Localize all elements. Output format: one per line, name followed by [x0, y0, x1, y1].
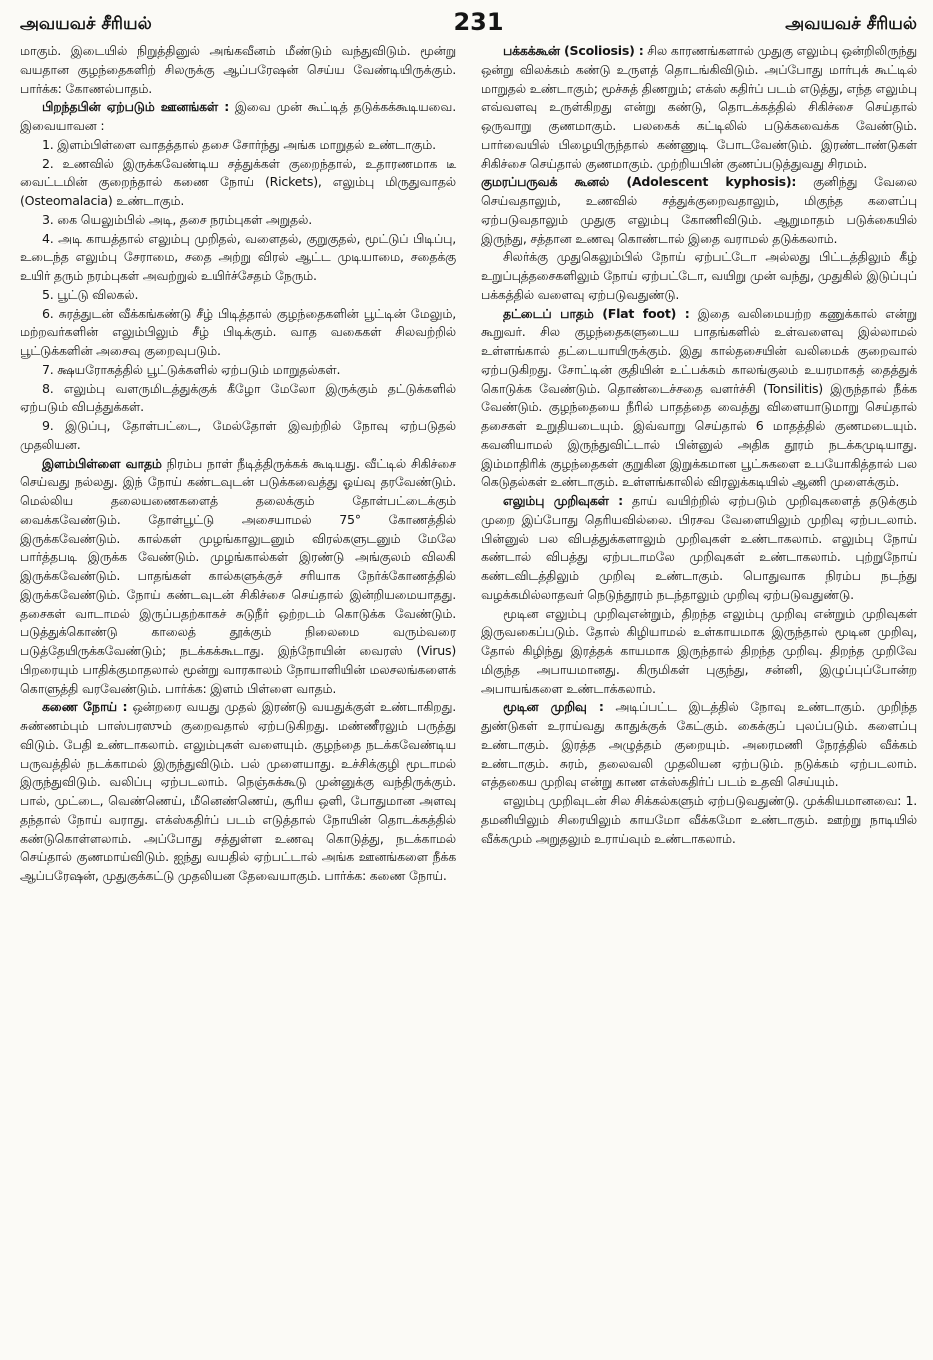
paragraph	[481, 698, 917, 792]
paragraph	[481, 248, 917, 304]
paragraph	[481, 305, 917, 493]
paragraph	[20, 230, 456, 286]
paragraph	[20, 98, 456, 136]
paragraph	[20, 305, 456, 361]
paragraph-text: 6. சுரத்துடன் வீக்கங்கண்டு சீழ் பிடித்தால் குழந்தைகளின் பூட்டின் மேலும், மற்றவர்களின் எலும்பிலும் சீழ் பிடிக்கும். வாத வகைகள் சிலவற்றில் பூட்டுக்களின் அசைவு குறைவுபடும்.	[20, 305, 456, 358]
paragraph-text: சில காரணங்களால் முதுகு எலும்பு ஒன்றிலிருந்து ஒன்று விலக்கம் கண்டு உருளத் தொடங்கிவிடும். அப்போது மார்புக் கூட்டில் மாறுதல் உண்டாகும்; மூச்சுத் திணறும்; எக்ஸ் கதிர்ப் படம் எடுத்து, எந்த எலும்பு எவ்வளவு உருள்கிறது என்று கண்டு, தொடக்கத்தில் சிகிச்சை செய்தால் ஒருவாறு குணமாகும். பலகைக் கட்டிலில் படுக்கவைக்க வேண்டும். பார்வையில் பிழையிருந்தால் கண்ணுடி போடவேண்டும். இரண்டாண்டுகள் சிகிச்சை செய்தால் குணமாகும். முற்றியபின் குணப்படுத்துவது சிரமம்.	[481, 43, 917, 171]
paragraph	[20, 455, 456, 699]
paragraph-text: ஒன்றரை வயது முதல் இரண்டு வயதுக்குள் உண்டாகிறது. சுண்ணம்பும் பாஸ்பரஸும் குறைவதால் ஏற்படுகிறது. மண்ணீரலும் பருத்து விடும். பேதி உண்டாகலாம். எலும்புகள் வளையும். குழந்தை நடக்கவேண்டிய பருவத்தில் நடக்காமல் இருந்துவிடும். பல் முளையாது. உச்சிக்குழி மூடாமல் இருந்துவிடும். வலிப்பு ஏற்படலாம். நெஞ்சுக்கூடு முன்னுக்கு வந்திருக்கும். பால், முட்டை, வெண்ணெய், மீனெண்ணெய், சூரிய ஒளி, போதுமான அளவு தந்தால் நோய் வராது. எக்ஸ்கதிர்ப் படம் எடுத்தால் நோயின் தொடக்கத்தில் கண்டுகொள்ளலாம். அப்போது சத்துள்ள உணவு கொடுத்து, நடக்காமல் செய்தால் குணமாய்விடும். ஐந்து வயதில் ஏற்பட்டால் அங்க ஊனங்களை நீக்க ஆப்பரேஷன், முதுகுக்கட்டு முதலியன தேவையாகும். பார்க்க: கணை நோய்.	[20, 699, 457, 883]
section-heading: தட்டைப் பாதம் (Flat foot) :	[503, 305, 690, 321]
paragraph-text: 9. இடுப்பு, தோள்பட்டை, மேல்தோள் இவற்றில் நோவு ஏற்படுதல் முதலியன.	[20, 418, 456, 452]
paragraph-text: இவை முன் கூட்டித் தடுக்கக்கூடியவை. இவையாவன :	[20, 99, 456, 133]
paragraph-text: 3. கை யெலும்பில் அடி, தசை நரம்புகள் அறுதல்.	[42, 211, 312, 227]
paragraph	[20, 286, 456, 305]
paragraph	[20, 417, 456, 455]
paragraph	[20, 698, 456, 886]
page-number: 231	[453, 8, 504, 36]
section-heading: கணை நோய் :	[42, 699, 128, 715]
section-heading: எலும்பு முறிவுகள் :	[503, 493, 623, 508]
paragraph	[20, 361, 456, 380]
paragraph	[20, 136, 456, 155]
paragraph-text: 5. பூட்டு விலகல்.	[42, 286, 139, 302]
paragraph	[20, 380, 456, 418]
paragraph-text: 8. எலும்பு வளருமிடத்துக்குக் கீழோ மேலோ இருக்கும் தட்டுக்களில் ஏற்படும் விபத்துக்கள்.	[20, 380, 456, 415]
paragraph-text: 7. க்ஷயரோகத்தில் பூட்டுக்களில் ஏற்படும் மாறுதல்கள்.	[42, 361, 341, 377]
section-heading: பக்கக்கூன் (Scoliosis) :	[503, 43, 644, 58]
running-header	[20, 4, 917, 36]
paragraph-text: 1. இளம்பிள்ளை வாதத்தால் தசை சோர்ந்து அங்க மாறுதல் உண்டாகும்.	[42, 136, 436, 152]
paragraph	[481, 605, 917, 699]
header-left-title: அவயவச் சீரியல்	[20, 14, 152, 34]
paragraph	[481, 792, 917, 848]
paragraph-text: 4. அடி காயத்தால் எலும்பு முறிதல், வளைதல், குறுகுதல், மூட்டுப் பிடிப்பு, உடைந்த எலும்பு சேராமை, சதை அற்று விரல் ஆட்ட முடியாமை, சதைக்கு உயிர் தரும் நரம்புகள் அவற்றுல் உயிர்ச்சேதம் நேரும்.	[20, 230, 456, 283]
paragraph-text: குனிந்து வேலை செய்வதாலும், உணவில் சத்துக்குறைவதாலும், மிகுந்த களைப்பு ஏற்படுவதாலும் முதுகு எலும்பு கோணிவிடும். ஆறுமாதம் படுக்கையில் இருந்து, சத்தான உணவு கொண்டால் இதை வராமல் தடுக்கலாம்.	[481, 174, 917, 246]
paragraph-text: மூடின எலும்பு முறிவுஎன்றும், திறந்த எலும்பு முறிவு என்றும் முறிவுகள் இருவகைப்படும். தோல் கிழியாமல் உள்காயமாக இருந்தால் மூடின முறிவு, தோல் கிழிந்து இரத்தக் காயமாக இருந்தால் திறந்த முறிவு. திறந்த முறிவே மிகுந்த அபாயமானது. கிருமிகள் புகுந்து, சன்னி, இழுப்புப்போன்ற அபாயங்களை உண்டாக்கலாம்.	[481, 605, 917, 696]
paragraph-text: அடிப்பட்ட இடத்தில் நோவு உண்டாகும். முறிந்த துண்டுகள் உராய்வது காதுக்குக் கேட்கும். கைக்குப் புலப்படும். களைப்பு உண்டாகும். இரத்த அழுத்தம் குறையும். அரைமணி நேரத்தில் வீக்கம் உண்டாகும். சுரம், தலைவலி முதலியன ஏற்படும். நடுக்கம் ஏற்படலாம். எத்தகைய முறிவு என்று காண எக்ஸ்கதிர்ப் படம் உதவி செய்யும்.	[481, 699, 918, 790]
paragraph	[20, 211, 456, 230]
paragraph-text: தாய் வயிற்றில் ஏற்படும் முறிவுகளைத் தடுக்கும் முறை இப்போது தெரியவில்லை. பிரசவ வேளையிலும் முறிவு ஏற்படலாம். பின்னுல் பல விபத்துக்களாலும் முறிவுகள் உண்டாகலாம். எலும்பு நோய் கண்டால் விபத்து ஏற்படாமலே முறிவுகள் உண்டாகலாம். புற்றுநோய் கண்டவிடத்திலும் முறிவு உண்டாகும். பொதுவாக நிரம்ப நடந்து வழக்கமில்லாதவர் நெடுந்தூரம் நடந்தாலும் முறிவு ஏற்படுவதுண்டு.	[481, 493, 917, 602]
paragraph-text: நிரம்ப நாள் நீடித்திருக்கக் கூடியது. வீட்டில் சிகிச்சை செய்வது நல்லது. இந் நோய் கண்டவுடன் படுக்கவைத்து ஓய்வு தரவேண்டும். மெல்லிய தலையணைகளைத் தலைக்கும் தோள்பட்டைக்கும் வைக்கவேண்டும். தோள்பூட்டு அசையாமல் 75° கோணத்தில் இருக்கவேண்டும். கால்கள் முழங்காலுடனும் விரல்களுடனும் மேலே பார்த்தபடி இருக்க வேண்டும். முழங்கால்கள் இரண்டு அங்குலம் விலகி இருக்கவேண்டும். பாதங்கள் கால்களுக்குச் சரியாக நேர்க்கோணத்தில் இருக்கவேண்டும். நோய் கண்டவுடன் சிகிச்சை செய்தால் இன்றியமையாதது. தசைகள் வாடாமல் இருப்பதற்காகச் சுடுநீர் ஒற்றடம் கொடுக்க வேண்டும். படுத்துக்கொண்டு காலைத் தூக்கும் நிலைமை வரும்வரை படுத்தேயிருக்கவேண்டும்; நடக்கக்கூடாது. இந்நோயின் வைரஸ் (Virus) பிறரையும் பாதிக்குமாதலால் மூன்று வாரகாலம் நோயாளியின் மலசலங்களைக் கொளுத்தி வரவேண்டும். பார்க்க: இளம் பிள்ளை வாதம்.	[20, 455, 456, 696]
paragraph-text: இதை வலிமையற்ற கணுக்கால் என்று கூறுவர். சில குழந்தைகளுடைய பாதங்களில் உள்வளைவு இல்லாமல் உள்ளங்கால் தட்டையாயிருக்கும். இது கால்தசையின் வலிமைக் குறைவால் ஏற்படுகிறது. சோட்டின் குதியின் உட்பக்கம் காலங்குலம் உயரமாகத் தைத்துக் கொடுக்க வேண்டும். தொண்டைச்சதை வளர்ச்சி (Tonsilitis) இருந்தால் நீக்க வேண்டும். குழந்தையை நீரில் பாதத்தை வைத்து விளையாடுமாறு செய்தால் தசைகள் உறுதியடையும். இவ்வாறு செய்தால் 6 மாதத்தில் குணமடையும். கவனியாமல் இருந்துவிட்டால் பின்னுல் அதிக தூரம் நடக்கமுடியாது. இம்மாதிரிக் குழந்தைகள் குறுகின இறுக்கமான பூட்சுகளை உபயோகித்தால் பல கெடுதல்கள் உண்டாகும். உள்ளங்காலில் விரலுக்கடியில் ஆணி முளைக்கும்.	[481, 305, 918, 490]
section-heading: மூடின முறிவு :	[503, 699, 604, 715]
paragraph	[20, 155, 456, 211]
paragraph	[481, 42, 917, 173]
paragraph-text: 2. உணவில் இருக்கவேண்டிய சத்துக்கள் குறைந்தால், உதாரணமாக டீ வைட்டமின் குறைந்தால் கணை நோய் (Rickets), எலும்பு மிருதுவாதல் (Osteomalacia) உண்டாகும்.	[20, 155, 456, 208]
paragraph-text: எலும்பு முறிவுடன் சில சிக்கல்களும் ஏற்படுவதுண்டு. முக்கியமானவை: 1. தமனியிலும் சிரையிலும் காயமோ வீக்கமோ உண்டாகும். ஊற்று நாடியில் வீக்கமும் அறுதலும் உராய்வும் உண்டாகலாம்.	[481, 793, 917, 846]
two-column-body	[20, 42, 917, 886]
paragraph	[481, 173, 917, 248]
paragraph-text: சிலர்க்கு முதுகெலும்பில் நோய் ஏற்பட்டோ அல்லது பிட்டத்திலும் கீழ் உறுப்புத்தசைகளிலும் நோய் ஏற்பட்டோ, வயிறு முன் வந்து, முதுகில் இடுப்புப் பக்கத்தில் வளைவு ஏற்படுவதுண்டு.	[481, 249, 917, 302]
section-heading: பிறந்தபின் ஏற்படும் ஊனங்கள் :	[42, 99, 229, 115]
paragraph	[481, 492, 917, 605]
section-heading: குமரப்பருவக் கூனல் (Adolescent kyphosis):	[481, 174, 797, 190]
paragraph	[20, 42, 456, 98]
right-column	[481, 42, 917, 886]
section-heading: இளம்பிள்ளை வாதம்	[42, 455, 162, 471]
left-column	[20, 42, 456, 886]
paragraph-text: மாகும். இடையில் நிறுத்தினுல் அங்கவீனம் மீண்டும் வந்துவிடும். மூன்று வயதான குழந்தைகளிற் சிலருக்கு ஆப்பரேஷன் செய்ய வேண்டியிருக்கும். பார்க்க: கோணல்பாதம்.	[20, 43, 456, 96]
header-right-title: அவயவச் சீரியல்	[785, 14, 917, 34]
